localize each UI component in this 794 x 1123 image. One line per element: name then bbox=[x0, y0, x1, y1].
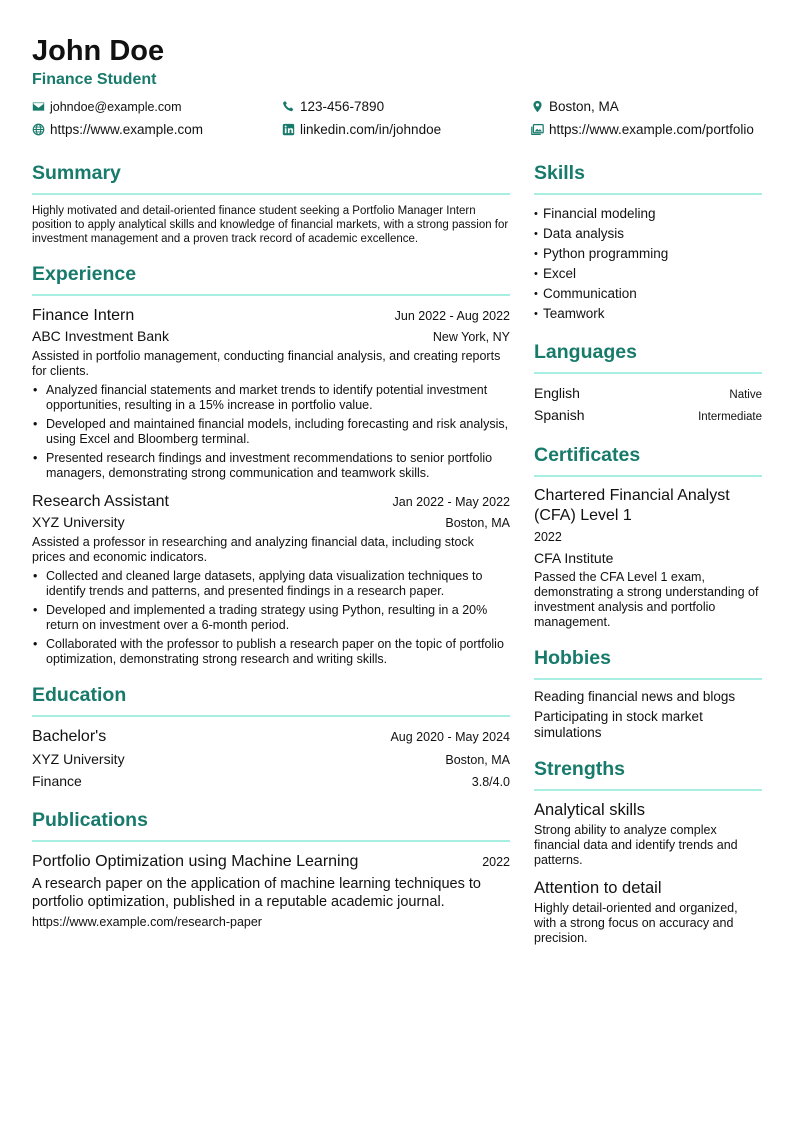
certificate-description: Passed the CFA Level 1 exam, demonstrating a strong understanding of investment analysis and portfolio management. bbox=[534, 570, 759, 629]
job-bullets bbox=[32, 569, 510, 667]
main-column bbox=[32, 161, 510, 962]
section-heading: Publications bbox=[32, 808, 510, 842]
language-row bbox=[534, 383, 762, 405]
skill-item: • Financial modeling bbox=[534, 204, 762, 224]
strength-item bbox=[534, 878, 762, 946]
contact-website[interactable] bbox=[32, 122, 282, 137]
section-heading: Skills bbox=[534, 161, 762, 195]
candidate-name: John Doe bbox=[32, 35, 165, 67]
publications-section bbox=[32, 808, 510, 929]
strength-title: Attention to detail bbox=[534, 879, 662, 897]
skills-section bbox=[534, 161, 762, 324]
job-title: Research Assistant bbox=[32, 493, 169, 510]
portfolio-icon bbox=[531, 123, 544, 136]
education-section bbox=[32, 683, 510, 792]
skill-item: • Data analysis bbox=[534, 224, 762, 244]
job-location: Boston, MA bbox=[445, 516, 510, 530]
job-description: Assisted in portfolio management, conducting financial analysis, and creating reports for clients. bbox=[32, 349, 501, 378]
field-of-study: Finance bbox=[32, 773, 82, 789]
strengths-section bbox=[534, 757, 762, 946]
publication-link[interactable]: https://www.example.com/research-paper bbox=[32, 915, 262, 929]
contact-portfolio[interactable] bbox=[531, 122, 772, 137]
hobbies-section bbox=[534, 646, 762, 741]
envelope-icon bbox=[32, 100, 45, 113]
contact-phone[interactable] bbox=[282, 99, 531, 114]
languages-section bbox=[534, 340, 762, 427]
job-title: Finance Intern bbox=[32, 307, 135, 324]
skill-item: • Teamwork bbox=[534, 304, 762, 324]
summary-text: Highly motivated and detail-oriented finance student seeking a Portfolio Manager Intern position to apply analytical skills and knowledge of financial markets, with a strong passion for investment management and a proven track record of academic excellence. bbox=[32, 205, 509, 245]
list-item: • Analyzed financial statements and market trends to identify potential investment opportunities, resulting in a 15% increase in portfolio value. bbox=[32, 383, 510, 413]
list-item: • Developed and maintained financial models, including forecasting and risk analysis, using Excel and Bloomberg terminal. bbox=[32, 417, 510, 447]
job-description: Assisted a professor in researching and analyzing financial data, including stock prices and economic indicators. bbox=[32, 535, 474, 564]
strength-description: Highly detail-oriented and organized, with a strong focus on accuracy and precision. bbox=[534, 901, 738, 945]
contact-linkedin-text: linkedin.com/in/johndoe bbox=[300, 122, 442, 137]
section-heading: Strengths bbox=[534, 757, 762, 791]
contact-email[interactable] bbox=[32, 99, 282, 114]
contact-email-text: johndoe@example.com bbox=[50, 99, 182, 114]
certificate-issuer: CFA Institute bbox=[534, 550, 614, 566]
hobby-item: Participating in stock market simulations bbox=[534, 709, 703, 740]
candidate-title: Finance Student bbox=[32, 71, 157, 88]
globe-icon bbox=[32, 123, 45, 136]
section-heading: Certificates bbox=[534, 443, 762, 477]
list-item: • Presented research findings and investment recommendations to senior portfolio managers, demonstrating strong communication and teamwork skills. bbox=[32, 451, 510, 481]
section-heading: Languages bbox=[534, 340, 762, 374]
publication-description: A research paper on the application of machine learning techniques to portfolio optimization, published in a reputable academic journal. bbox=[32, 876, 481, 910]
contact-location-text: Boston, MA bbox=[549, 99, 619, 114]
certificates-section bbox=[534, 443, 762, 630]
list-item: • Collected and cleaned large datasets, applying data visualization techniques to identify trends and patterns, and presented findings in a research paper. bbox=[32, 569, 510, 599]
skills-list bbox=[534, 204, 762, 324]
contact-linkedin[interactable] bbox=[282, 122, 531, 137]
hobby-item: Reading financial news and blogs bbox=[534, 689, 736, 704]
company-name: XYZ University bbox=[32, 514, 125, 530]
experience-section bbox=[32, 262, 510, 667]
job-date: Jun 2022 - Aug 2022 bbox=[394, 309, 510, 323]
contact-phone-text: 123-456-7890 bbox=[300, 99, 385, 114]
publication-title: Portfolio Optimization using Machine Learning bbox=[32, 853, 359, 870]
list-item: • Collaborated with the professor to publish a research paper on the topic of portfolio optimization, demonstrating strong research and writing skills. bbox=[32, 637, 510, 667]
contact-info bbox=[32, 99, 772, 137]
language-name: English bbox=[534, 385, 580, 401]
gpa: 3.8/4.0 bbox=[471, 775, 510, 789]
experience-entry bbox=[32, 305, 510, 481]
list-item: • Developed and implemented a trading strategy using Python, resulting in a 20% return on investment over a 6-month period. bbox=[32, 603, 510, 633]
publication-year: 2022 bbox=[482, 855, 510, 869]
contact-location bbox=[531, 99, 772, 114]
section-heading: Education bbox=[32, 683, 510, 717]
job-bullets bbox=[32, 383, 510, 481]
language-level: Native bbox=[729, 389, 762, 401]
skill-item: • Python programming bbox=[534, 244, 762, 264]
degree: Bachelor's bbox=[32, 728, 107, 745]
education-date: Aug 2020 - May 2024 bbox=[390, 730, 510, 744]
job-location: New York, NY bbox=[432, 330, 510, 344]
certificate-year: 2022 bbox=[534, 530, 562, 544]
contact-portfolio-text: https://www.example.com/portfolio bbox=[549, 122, 754, 137]
linkedin-icon bbox=[282, 123, 295, 136]
experience-entry bbox=[32, 491, 510, 667]
section-heading: Experience bbox=[32, 262, 510, 296]
school-location: Boston, MA bbox=[445, 753, 510, 767]
language-level: Intermediate bbox=[698, 411, 762, 423]
company-name: ABC Investment Bank bbox=[32, 328, 169, 344]
language-row bbox=[534, 405, 762, 427]
school-name: XYZ University bbox=[32, 751, 125, 767]
section-heading: Summary bbox=[32, 161, 510, 195]
resume-page bbox=[32, 34, 772, 962]
skill-item: • Excel bbox=[534, 264, 762, 284]
job-date: Jan 2022 - May 2022 bbox=[392, 495, 510, 509]
language-name: Spanish bbox=[534, 407, 585, 423]
strength-item bbox=[534, 800, 762, 868]
sidebar-column bbox=[534, 161, 762, 962]
strength-title: Analytical skills bbox=[534, 801, 645, 819]
certificate-title: Chartered Financial Analyst (CFA) Level 1 bbox=[534, 487, 730, 524]
section-heading: Hobbies bbox=[534, 646, 762, 680]
map-pin-icon bbox=[531, 100, 544, 113]
strength-description: Strong ability to analyze complex financial data and identify trends and patterns. bbox=[534, 823, 738, 867]
skill-item: • Communication bbox=[534, 284, 762, 304]
phone-icon bbox=[282, 100, 295, 113]
contact-website-text: https://www.example.com bbox=[50, 122, 204, 137]
summary-section bbox=[32, 161, 510, 246]
